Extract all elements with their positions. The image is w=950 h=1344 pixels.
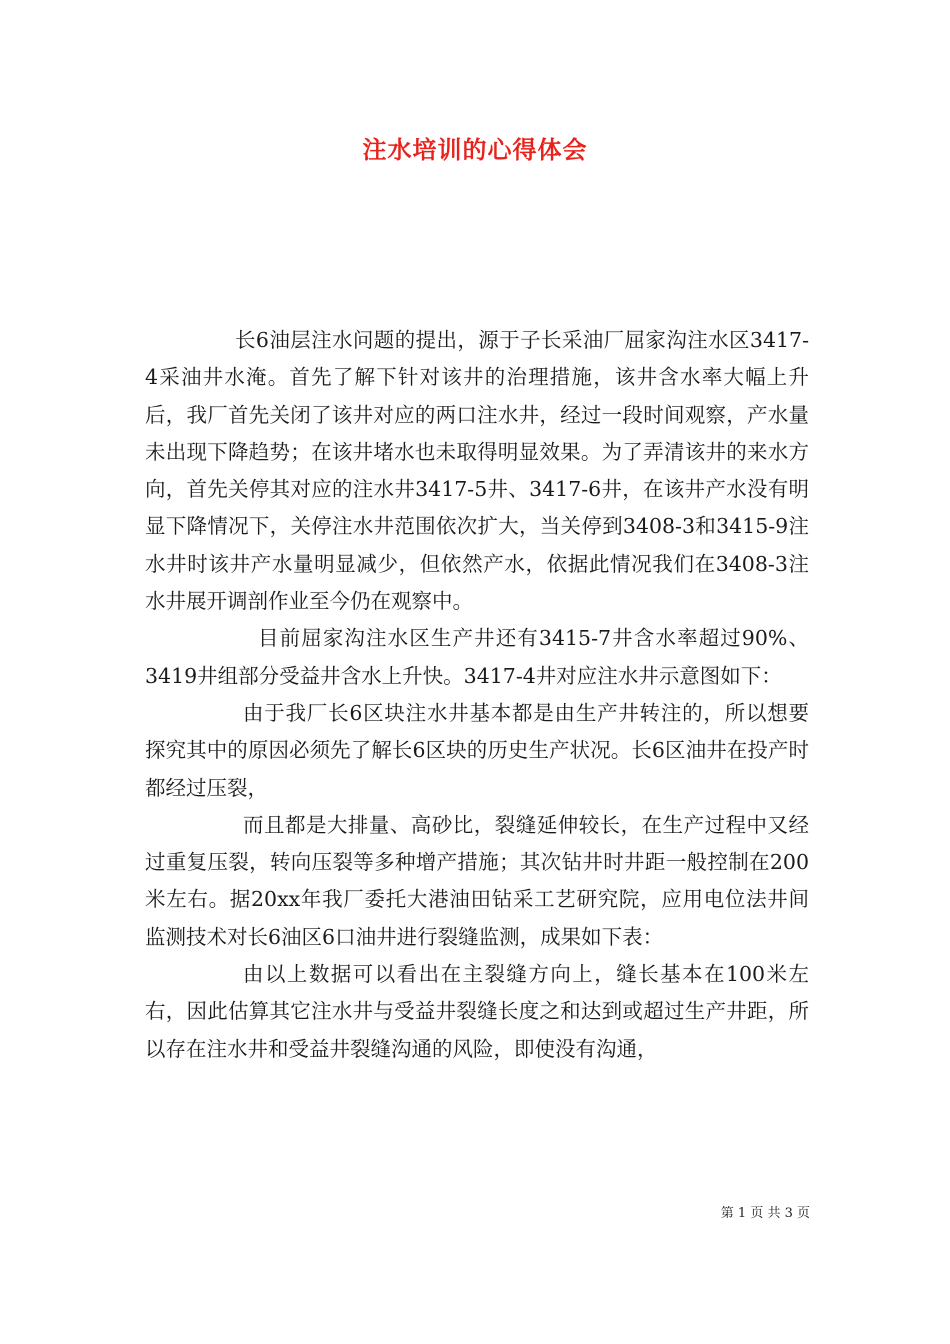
paragraph-4: 而且都是大排量、高砂比，裂缝延伸较长，在生产过程中又经过重复压裂，转向压裂等多种增产措施；其次钻井时井距一般控制在200米左右。据20xx年我厂委托大港油田钻采工艺研究院，应用电位法井间监测技术对长6油区6口油井进行裂缝监测，成果如下表： [145,812,809,949]
document-title: 注水培训的心得体会 [362,135,588,164]
paragraph-5: 由以上数据可以看出在主裂缝方向上，缝长基本在100米左右，因此估算其它注水井与受益井裂缝长度之和达到或超过生产井距，所以存在注水井和受益井裂缝沟通的风险，即使没有沟通， [145,962,809,1061]
paragraph-2: 目前屈家沟注水区生产井还有3415-7井含水率超过90%、3419井组部分受益井含水上升快。3417-4井对应注水井示意图如下： [145,626,809,688]
paragraph-1: 长6油层注水问题的提出，源于子长采油厂屈家沟注水区3417-4采油井水淹。首先了解下针对该井的治理措施，该井含水率大幅上升后，我厂首先关闭了该井对应的两口注水井，经过一段时间观察，产水量未出现下降趋势；在该井堵水也未取得明显效果。为了弄清该井的来水方向，首先关停其对应的注水井3417-5井、3417-6井，在该井产水没有明显下降情况下，关停注水井范围依次扩大，当关停到3408-3和3415-9注水井时该井产水量明显减少，但依然产水，依据此情况我们在3408-3注水井展开调剖作业至今仍在观察中。 [145,328,809,614]
paragraph-3: 由于我厂长6区块注水井基本都是由生产井转注的，所以想要探究其中的原因必须先了解长6区块的历史生产状况。长6区油井在投产时都经过压裂， [145,700,809,800]
page-number-footer: 第 1 页 共 3 页 [720,1206,810,1221]
document-body [145,322,809,1068]
